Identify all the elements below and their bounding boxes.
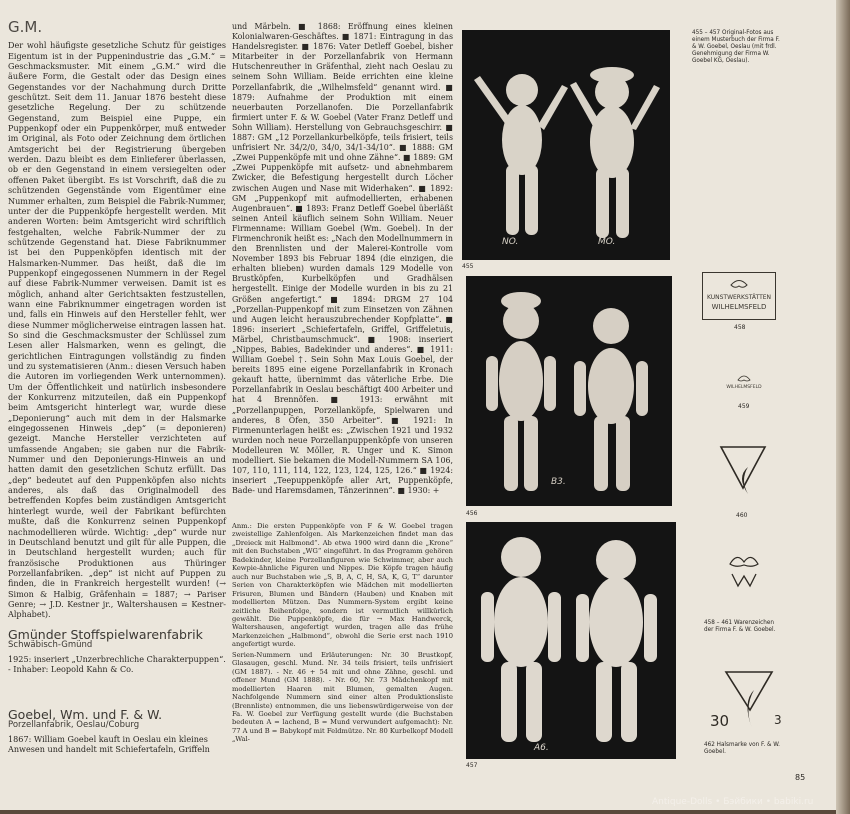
section-subtitle-gmuender: Schwäbisch-Gmünd: [8, 640, 93, 651]
caption-455-457: 455 – 457 Original-Fotos aus einem Musterbuch der Firma F. & W. Goebel, Oeslau (mit frdl. Genehmigung der Firma W. Goebel KG, Oeslau).: [692, 30, 780, 64]
triangle-moon-icon: [718, 442, 768, 504]
heading-gm: G.M.: [8, 18, 43, 36]
left-column: [8, 18, 226, 620]
caption-458-461: 458 – 461 Warenzeichen der Firma F. & W. Goebel.: [704, 620, 776, 633]
trademark-458: [702, 272, 776, 320]
photo-455: [462, 30, 670, 260]
section-body-goebel: 1867: William Goebel kauft in Oeslau ein kleines Anwesen und handelt mit Schiefertafeln, Griffeln: [8, 733, 210, 755]
trademark-460: [718, 442, 768, 504]
watermark: Antique-Dolls • Бэйбики • babiki.ru: [652, 797, 814, 807]
figure-number-458: 458: [734, 324, 746, 331]
middle-column: [232, 22, 453, 744]
mark462-right: 3: [774, 713, 782, 727]
doll-marking-455b: MO.: [598, 237, 616, 247]
crown-wg-icon: [722, 552, 766, 592]
doll-marking-456: B3.: [551, 477, 566, 487]
trademark-459: [724, 372, 764, 394]
mark458-line2: WILHELMSFELD: [711, 303, 767, 311]
section-body-gmuender: 1925: inseriert „Unzerbrechliche Charakterpuppen“. - Inhaber: Leopold Kahn & Co.: [8, 653, 226, 675]
gm-body-text: Der wohl häufigste gesetzliche Schutz für geistiges Eigentum ist in der Puppenindustrie das „G.M.“ = Geschmacksmuster. Mit einem „G.M.“ wird die äußere Form, die Gestalt oder das Design eines Gegenstandes vor der Nachahmung durch Dritte geschützt. Seit dem 11. Januar 1876 besteht diese gesetzliche Regelung. Der zu schützende Gegenstand, zum Beispiel eine Puppe, ein Puppenkopf oder ein Puppenkörper, muß entweder im Original, als Foto oder Zeichnung dem örtlichen Amtsgericht bei der Registrierung übergeben werden. Dazu bleibt es dem Einlieferer überlassen, ob er den Gegenstand in einem versiegelten oder offenen Paket übergibt. Es ist Vorschrift, daß die zu schützenden Gegenstände vom Eigentümer eine Nummer erhalten, zum Beispiel die Fabrik-Nummer, unter der die Puppenköpfe hergestellt werden. Mit anderen Worten: beim Amtsgericht wird schriftlich festgehalten, welche Fabrik-Nummer der zu schützende Gegenstand hat. Diese Fabriknummer ist bei den Puppenköpfen identisch mit der Halsmarken-Nummer. Das heißt, daß die im Puppenkopf eingegossenen Nummern in der Regel auf diese Fabrik-Nummer verweisen. Damit ist es möglich, anhand alter Gerichtsakten festzustellen, wann eine Fabriknummer eingetragen worden ist und, falls ein Hinweis auf den Hersteller fehlt, wer diese Nummer möglicherweise eintragen lassen hat. So sind die Geschmacksmuster der Schlüssel zum Lesen aller Halsmarken, wenn es gelingt, die gerichtlichen Eintragungen vollständig zu finden und zu systematisieren (Anm.: diesen Versuch haben die Autoren im vorliegenden Werk unternommen). Um der Öffentlichkeit und natürlich insbesondere der Konkurrenz mitzuteilen, daß ein Puppenkopf beim Amtsgericht hinterlegt war, wurde diese „Deponierung“ auch mit dem in der Halsmarke eingegossenen Hinweis „dep“ (= deponieren) gezeigt. Manche Hersteller verzichteten auf umfassende Angaben; sie gaben nur die Fabrik-Nummer und den Deponierungs-Hinweis an und hatten damit den gesetzlichen Schutz erfüllt. Das „dep“ bedeutet auf den Puppenköpfen also nichts anderes, als daß das Originalmodell des betreffenden Kopfes beim zuständigen Amtsgericht hinterlegt wurde, weil der Fabrikant befürchten mußte, daß die Konkurrenz seinen Puppenkopf nachmodellieren würde. Wichtig: „dep“ wurde nur in Deutschland benutzt und gilt für alle Puppen, die in Deutschland hergestellt wurden; auch für französische Produktionen aus Thüringer Porzellanfabriken. „dep“ ist nicht auf Puppen zu finden, die in Frankreich hergestellt wurden! (→ Simon & Halbig, Gräfenhain = 1887; → Pariser Genre; → J.D. Kestner jr., Waltershausen = Kestner-Alphabet).: [8, 40, 226, 620]
trademark-462: [708, 668, 788, 732]
triangle-moon-neckmark-icon: [708, 668, 788, 732]
mark459-text: WILHELMSFELD: [726, 385, 762, 390]
photo-456: [466, 276, 672, 506]
photo-457: [466, 522, 676, 759]
section-title-goebel: Goebel, Wm. und F. & W.: [8, 707, 163, 722]
annotation-text: Anm.: Die ersten Puppenköpfe von F & W. Goebel tragen zweistellige Zahlenfolgen. Als Markenzeichen findet man das „Dreieck mit Halbmond“. Ab etwa 1900 wird dann die „Krone“ mit den Buchstaben „WG“ eingeführt. In das Programm gehören Badekinder, kleine Porzellanfiguren wie Schwimmer, aber auch Kewpie-ähnliche Figuren und Nippes. Die Köpfe tragen häufig auch nur Buchstaben wie „S, B, A, C, H, SA, K, G, T“ darunter Serien von Charakterköpfen wie Mädchen mit modellierten Frisuren, Blumen und Bändern (Hauben) und Knaben mit modellierten Mützen. Das Nummern-System ergibt keine zeitliche Reihenfolge, sondern ist vermutlich willkürlich gewählt. Die Puppenköpfe, die für → Max Handwerck, Waltershausen, angefertigt wurden, tragen alle das frühe Markenzeichen „Halbmond“, obwohl die Serie erst nach 1910 angefertigt wurde.: [232, 522, 453, 649]
figure-number-460: 460: [736, 512, 748, 519]
goebel-chronology-text: und Märbeln. ■ 1868: Eröffnung eines kleinen Kolonialwaren-Geschäftes. ■ 1871: Eintragung in das Handelsregister. ■ 1876: Vater Detleff Goebel, bisher Mitarbeiter in der Porzellanfabrik von Hermann Hutschenreuther in Gräfenthal, zieht nach Oeslau zu seinem Sohn William. Beide errichten eine kleine Porzellanfabrik, die „Wilhelmsfeld“ genannt wird. ■ 1879: Aufnahme der Produktion mit einem neuerbauten Porzellanofen. Die Porzellanfabrik firmiert unter F. & W. Goebel (Vater Franz Detleff und Sohn William). Herstellung von Gebrauchsgeschirr. ■ 1887: GM „12 Porzellankurbelköpfe, teils frisiert, teils unfrisiert Nr. 34/2/0, 34/0, 34/1-34/10“. ■ 1888: GM „Zwei Puppenköpfe mit und ohne Zähne“. ■ 1889: GM „Zwei Puppenköpfe mit aufsetz- und abnehmbarem Zwicker, die Befestigung hergestellt durch Löcher zwischen Augen und Nase mit Widerhaken“. ■ 1892: GM „Puppenkopf mit aufmodellierten, erhabenen Augenbrauen“. ■ 1893: Franz Detleff Goebel überläßt seinen Anteil käuflich seinem Sohn William. Neuer Firmenname: William Goebel (Wm. Goebel). In der Firmenchronik heißt es: „Nach den Modellnummern in den Brennlisten und der Malerei-Kontrolle vom November 1893 bis Februar 1894 (die einzigen, die erhalten blieben) wurden damals 129 Modelle von Brustköpfen, Kurbelköpfen und Gradhälsen hergestellt. Einige der Modelle wurden in bis zu 21 Größen angefertigt.“ ■ 1894: DRGM 27 104 „Porzellan-Puppenkopf mit zum Einsetzen von Zähnen und Augen leicht herauszubrechender Kopfplatte“. ■ 1896: inseriert „Schiefertafeln, Griffel, Griffeletuis, Märbel, Christbaumschmuck“. ■ 1908: inseriert „Nippes, Babies, Badekinder und anderes“. ■ 1911: William Goebel †. Sein Sohn Max Louis Goebel, der bereits 1895 eine eigene Porzellanfabrik in Kronach gekauft hatte, übernimmt das väterliche Erbe. Die Porzellanfabrik in Oeslau beschäftigt 400 Arbeiter und hat 4 Brennöfen. ■ 1913: erwähnt mit „Porzellanpuppen, Porzellanköpfe, Spielwaren und anderes, 8 Öfen, 350 Arbeiter“. ■ 1921: In Firmenunterlagen heißt es: „Zwischen 1921 und 1932 wurden noch neue Porzellanpuppenköpfe von unseren Modelleuren W. Möller, R. Unger und K. Simon modelliert. Sie bekamen die Modell-Nummern SA 106, 107, 110, 111, 114, 122, 123, 124, 125, 126.“ ■ 1924: inseriert „Teepuppenköpfe aller Art, Puppenköpfe, Bade- und Haremsdamen, Tänzerinnen“. ■ 1930: +: [232, 22, 453, 496]
small-crown-icon: [724, 372, 764, 394]
trademark-461: [722, 552, 766, 592]
section-gmuender: [8, 627, 228, 675]
crown-icon: [703, 273, 775, 319]
mark462-left: 30: [710, 712, 730, 730]
doll-pair-image-455: [462, 30, 670, 260]
figure-number-455: 455: [462, 263, 474, 270]
doll-pair-image-456: [466, 276, 672, 506]
mark458-line1: KUNSTWERKSTÄTTEN: [706, 294, 772, 301]
page-number: 85: [795, 773, 806, 782]
doll-pair-image-457: [466, 522, 676, 759]
page-edge: [836, 0, 850, 814]
doll-marking-455a: NO.: [502, 237, 519, 247]
figure-number-457: 457: [466, 762, 478, 769]
section-title-gmuender: Gmünder Stoffspielwarenfabrik: [8, 627, 203, 642]
section-subtitle-goebel: Porzellanfabrik, Oeslau/Coburg: [8, 720, 140, 731]
serien-text: Serien-Nummern und Erläuterungen: Nr. 30 Brustkopf, Glasaugen, geschl. Mund. Nr. 34 teils frisiert, teils unfrisiert (GM 1887). - Nr. 46 + 54 mit und ohne Zähne, geschl. und offener Mund (GM 1888). - Nr. 60, Nr. 73 Mädchenkopf mit modellierten Haaren mit Blumen, gemalten Augen. Nachfolgende Nummern sind einer alten Produktionsliste (Brennliste) entnommen, die uns liebenswürdigerweise von der Fa. W. Goebel zur Verfügung gestellt wurde (die Buchstaben bedeuten A = lachend, B = Mund verwundert aufgemacht): Nr. 77 A und B = Babykopf mit Feldmütze. Nr. 80 Kurbelkopf Modell „Wal-: [232, 650, 453, 744]
doll-marking-457: A6.: [534, 743, 549, 753]
caption-462: 462 Halsmarke von F. & W. Goebel.: [704, 742, 780, 755]
section-goebel: [8, 707, 228, 755]
annotation-block: [232, 522, 453, 744]
figure-number-456: 456: [466, 510, 478, 517]
figure-number-459: 459: [738, 403, 750, 410]
